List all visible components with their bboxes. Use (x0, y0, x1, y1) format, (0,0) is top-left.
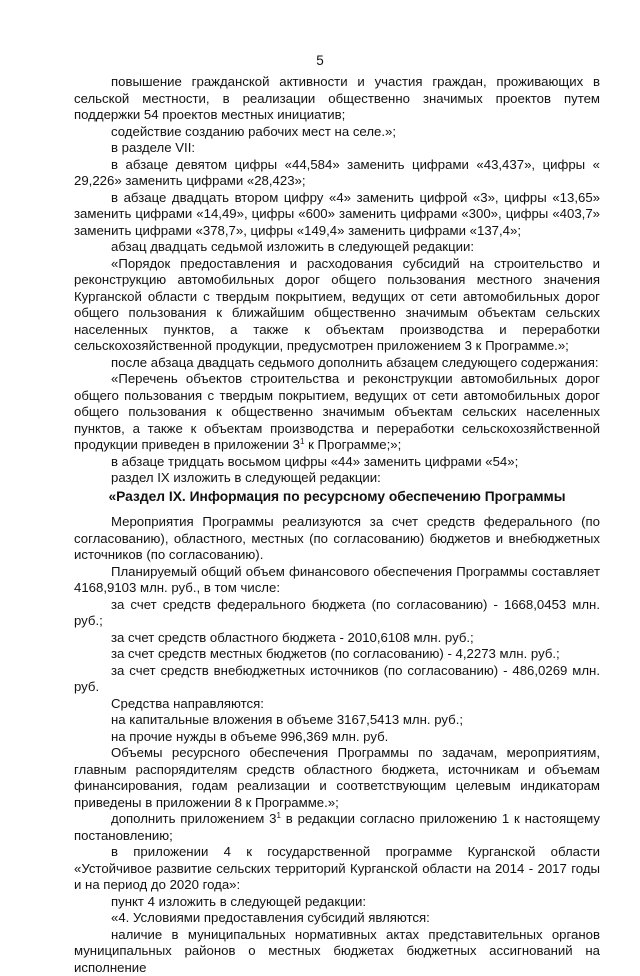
document-body (74, 74, 600, 976)
paragraph-text: в абзаце двадцать втором цифру «4» заменить цифрой «3», цифры «13,65» заменить цифрами «14,49», цифры «600» заменить цифрами «300», цифры «403,7» заменить цифрами «378,7», цифры «149,4» заменить цифрами «137,4»; (74, 190, 600, 238)
paragraph-text: Мероприятия Программы реализуются за счет средств федерального (по согласованию), областного, местных (по согласованию) бюджетов и внебюджетных источников (по согласованию). (74, 514, 600, 562)
paragraph-text: повышение гражданской активности и участия граждан, проживающих в сельской местности, в реализации общественно значимых проектов путем поддержки 54 проектов местных инициатив; (74, 74, 600, 122)
paragraph-text-cont: к Программе;»; (304, 437, 401, 452)
paragraph-text: абзац двадцать седьмой изложить в следующей редакции: (111, 239, 474, 254)
paragraph (74, 663, 600, 696)
paragraph-text: Планируемый общий объем финансового обеспечения Программы составляет 4168,9103 млн. руб., в том числе: (74, 564, 600, 596)
paragraph-text: содействие созданию рабочих мест на селе.»; (111, 124, 396, 139)
paragraph-text: в абзаце девятом цифры «44,584» заменить цифрами «43,437», цифры « 29,226» заменить цифрами «28,423»; (74, 157, 600, 189)
paragraph (74, 190, 600, 240)
paragraph (74, 470, 600, 487)
paragraph-text: в разделе VII: (111, 140, 195, 155)
paragraph (74, 696, 600, 713)
paragraph-text: на капитальные вложения в объеме 3167,5413 млн. руб.; (111, 712, 463, 727)
paragraph (74, 74, 600, 124)
paragraph (74, 371, 600, 454)
paragraph (74, 454, 600, 471)
paragraph-text: «Порядок предоставления и расходования субсидий на строительство и реконструкцию автомобильных дорог общего пользования местного значения Курганской области с твердым покрытием, ведущих от сети автомобильных дорог общего пользования к ближайшим общественно значимым объектам сельских населенных пунктов, а также к объектам производства и переработки сельскохозяйственной продукции, предусмотрен приложением 3 к Программе.»; (74, 256, 600, 354)
paragraph-text: «4. Условиями предоставления субсидий являются: (111, 910, 430, 925)
paragraph (74, 256, 600, 355)
paragraph-text: наличие в муниципальных нормативных актах представительных органов муниципальных районов о местных бюджетах бюджетных ассигнований на исполнение (74, 927, 600, 975)
paragraph (74, 355, 600, 372)
paragraph (74, 514, 600, 564)
paragraph (74, 140, 600, 157)
paragraph (74, 564, 600, 597)
paragraph-text: Средства направляются: (111, 696, 264, 711)
paragraph-text: на прочие нужды в объеме 996,369 млн. руб. (111, 729, 388, 744)
paragraph (74, 927, 600, 976)
page-number: 5 (0, 53, 640, 68)
paragraph-text: раздел IX изложить в следующей редакции: (111, 470, 381, 485)
paragraph-text: пункт 4 изложить в следующей редакции: (111, 894, 366, 909)
paragraph-text: дополнить приложением 3 (111, 811, 277, 826)
paragraph (74, 811, 600, 844)
superscript: 1 (277, 811, 281, 820)
paragraph (74, 729, 600, 746)
section-heading (74, 489, 600, 506)
paragraph (74, 630, 600, 647)
paragraph (74, 239, 600, 256)
paragraph-text: за счет средств внебюджетных источников (по согласованию) - 486,0269 млн. руб. (74, 663, 600, 695)
paragraph (74, 124, 600, 141)
paragraph (74, 910, 600, 927)
paragraph (74, 597, 600, 630)
paragraph-text: за счет средств местных бюджетов (по согласованию) - 4,2273 млн. руб.; (111, 646, 560, 661)
paragraph-text: «Перечень объектов строительства и реконструкции автомобильных дорог общего пользования с твердым покрытием, ведущих от сети автомобильных дорог общего пользования к общественно значимым объектам сельских населенных пунктов, а также к объектам производства и переработки сельскохозяйственной продукции приведен в приложении 3 (74, 371, 600, 452)
superscript: 1 (300, 437, 304, 446)
paragraph-text: за счет средств федерального бюджета (по согласованию) - 1668,0453 млн. руб.; (74, 597, 600, 629)
paragraph (74, 894, 600, 911)
paragraph-text: «Раздел IX. Информация по ресурсному обеспечению Программы (108, 489, 565, 504)
paragraph (74, 157, 600, 190)
paragraph-text: в абзаце тридцать восьмом цифры «44» заменить цифрами «54»; (111, 454, 518, 469)
paragraph-text: Объемы ресурсного обеспечения Программы по задачам, мероприятиям, главным распорядителям средств областного бюджета, источникам и объемам финансирования, годам реализации и соответствующим целевым индикаторам приведены в приложении 8 к Программе.»; (74, 745, 600, 810)
paragraph (74, 844, 600, 894)
paragraph (74, 712, 600, 729)
paragraph (74, 745, 600, 811)
paragraph-text: после абзаца двадцать седьмого дополнить абзацем следующего содержания: (111, 355, 599, 370)
paragraph-text: в приложении 4 к государственной программе Курганской области «Устойчивое развитие сельских территорий Курганской области на 2014 - 2017 годы и на период до 2020 года»: (74, 844, 600, 892)
paragraph (74, 646, 600, 663)
paragraph-text-cont: в редакции согласно приложению 1 к настоящему постановлению; (74, 811, 600, 843)
paragraph-text: за счет средств областного бюджета - 2010,6108 млн. руб.; (111, 630, 474, 645)
